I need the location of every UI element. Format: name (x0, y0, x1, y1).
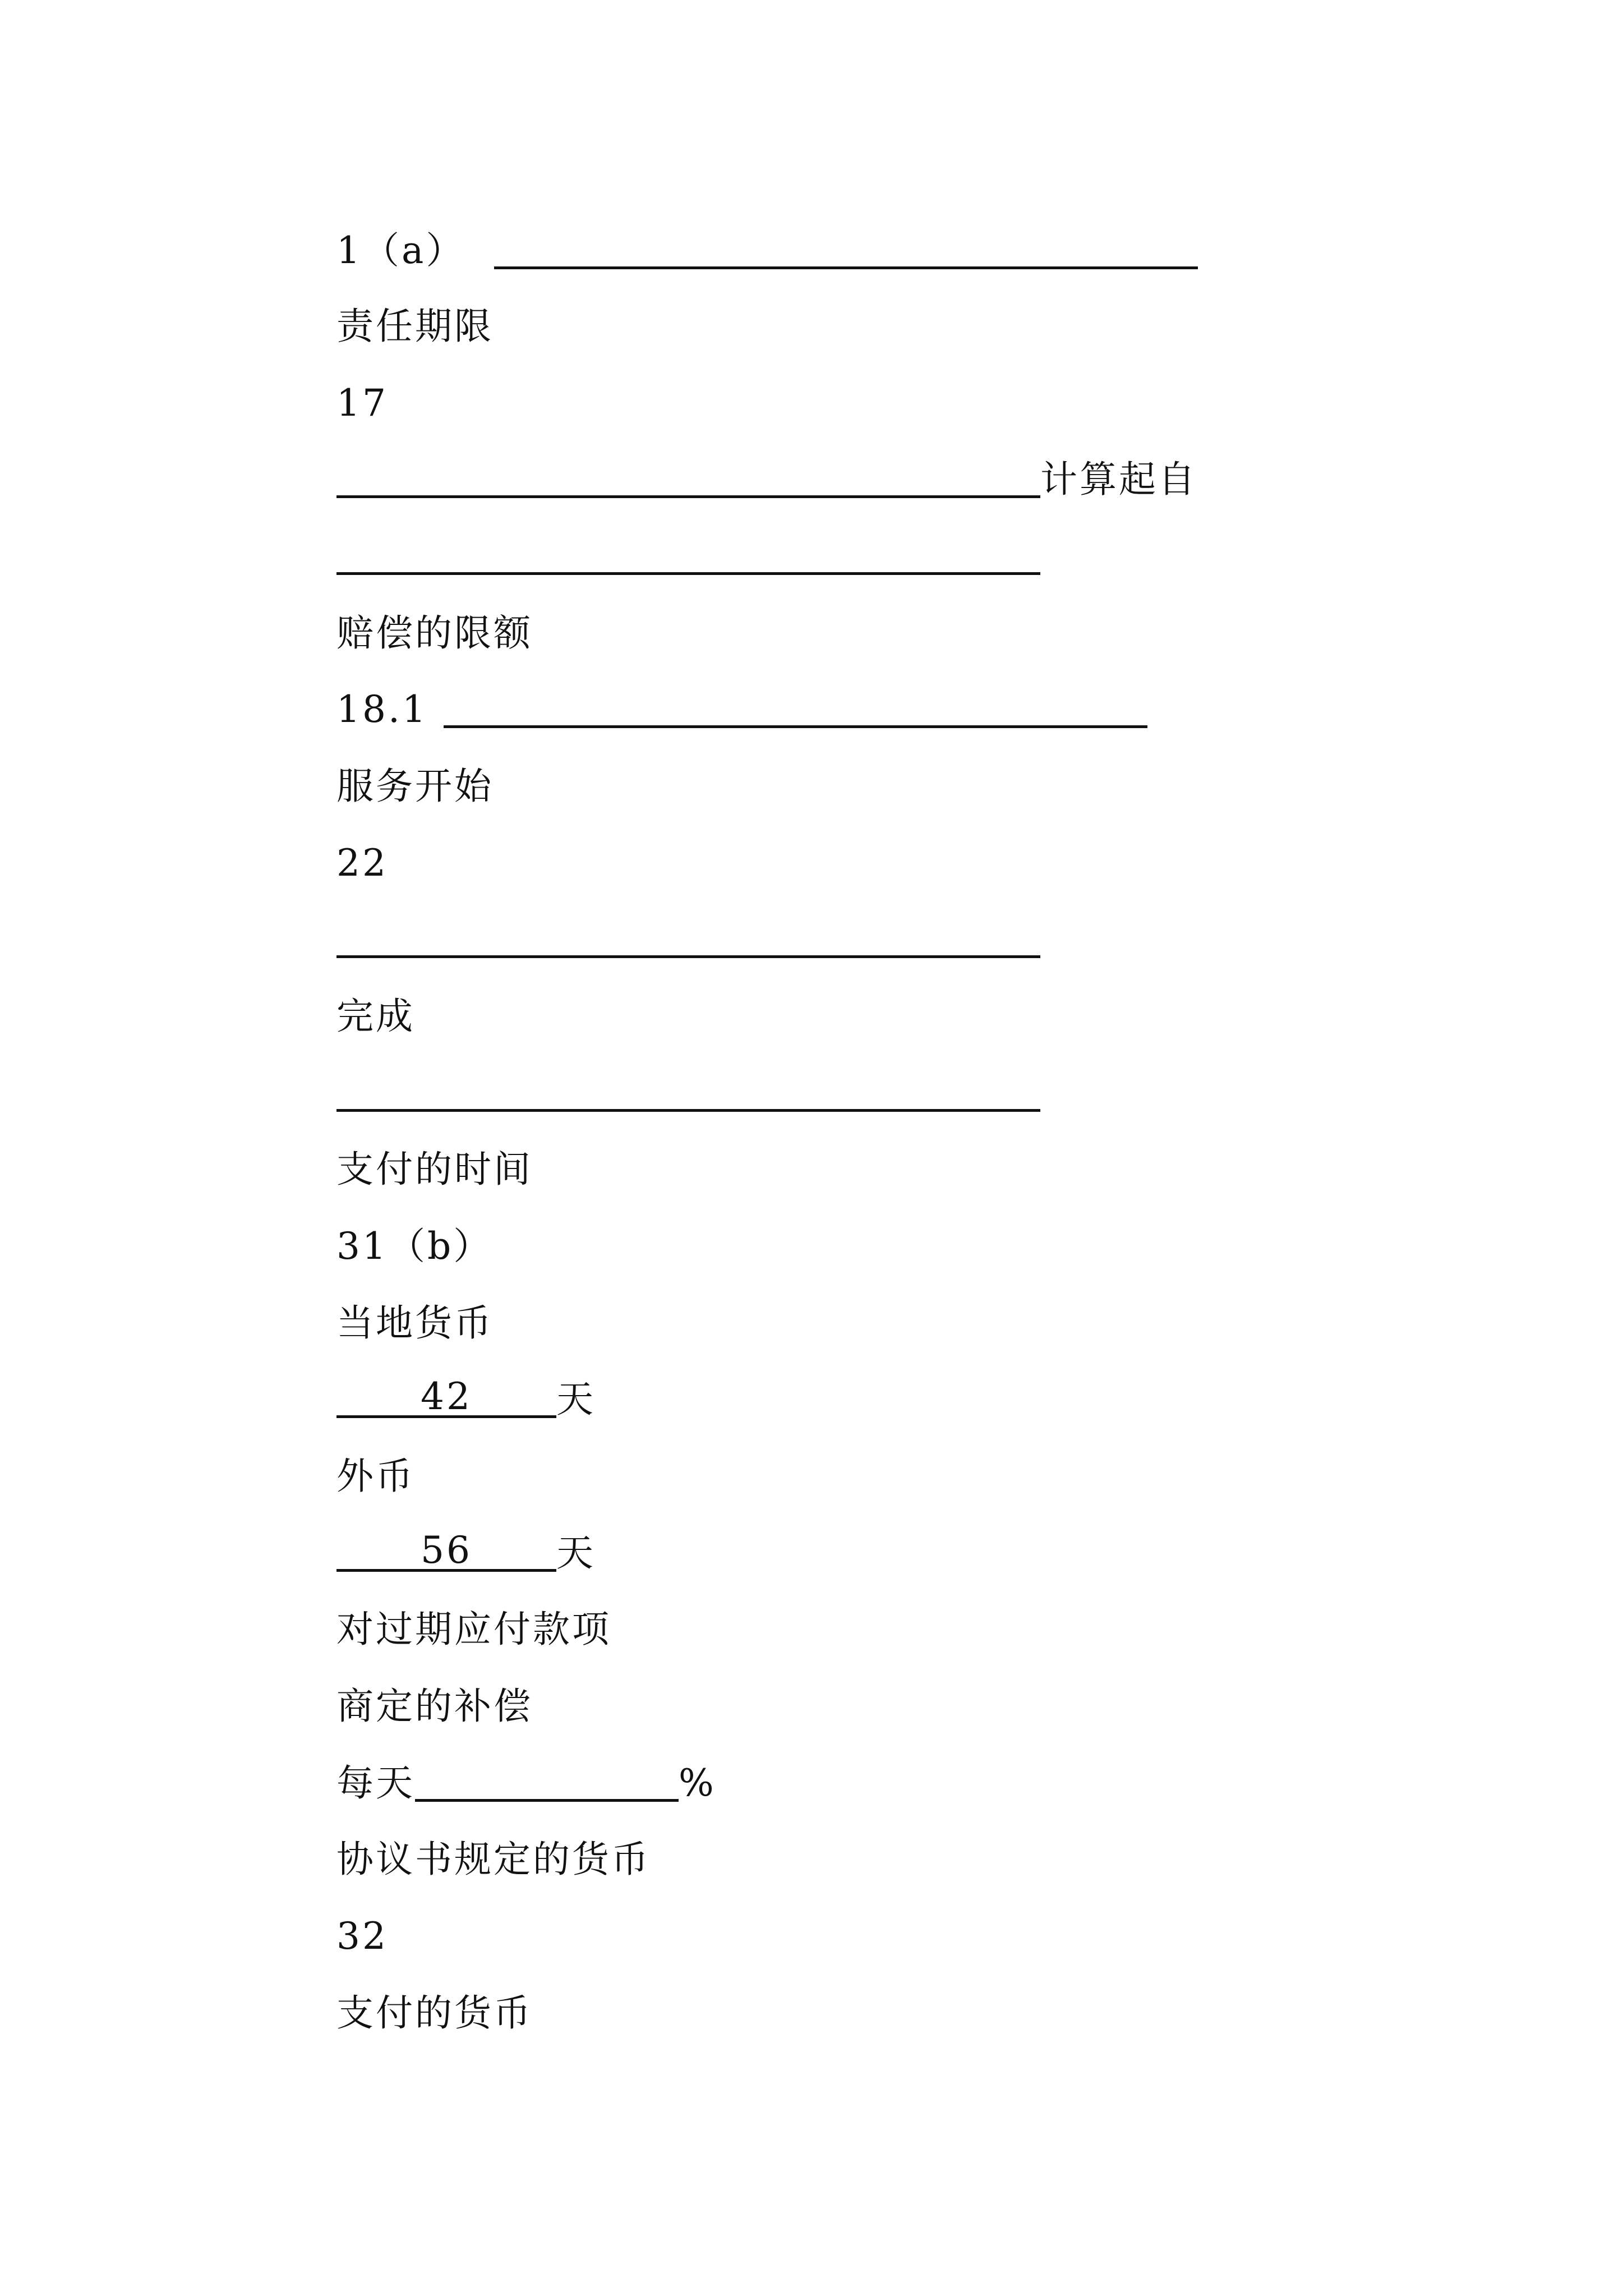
heading-text: 支付的时间 (336, 1148, 533, 1191)
clause-17-blank[interactable] (336, 456, 1040, 498)
heading-liability-period (336, 278, 494, 348)
clause-number-text: 22 (336, 841, 388, 885)
clause-17-second-blank[interactable] (336, 533, 1040, 575)
calc-from-label: 计算起自 (1040, 458, 1197, 501)
daily-rate-line (336, 1734, 716, 1805)
clause-1a-blank[interactable] (494, 227, 1198, 269)
days-blank-right (472, 1530, 556, 1572)
label-text: 当地货币 (336, 1301, 494, 1345)
foreign-currency-days-value[interactable]: 56 (421, 1529, 472, 1572)
local-currency-days-line (336, 1351, 596, 1421)
heading-text: 商定的补偿 (336, 1685, 533, 1728)
days-blank-left (336, 1530, 421, 1572)
clause-18-1-line (336, 661, 1147, 731)
clause-22-blank[interactable] (336, 916, 1040, 958)
heading-overdue-payments (336, 1581, 611, 1651)
heading-service-start (336, 738, 494, 808)
foreign-currency-days-line (336, 1504, 596, 1575)
heading-agreement-currency (336, 1811, 651, 1881)
clause-31b-number (336, 1198, 493, 1268)
clause-1a-number: 1（a） (336, 229, 465, 272)
clause-number-text: 32 (336, 1915, 388, 1958)
heading-payment-time (336, 1121, 533, 1191)
heading-compensation-limit (336, 585, 533, 655)
clause-22-blank-line (336, 891, 1040, 958)
heading-text: 支付的货币 (336, 1991, 533, 2035)
heading-text: 协议书规定的货币 (336, 1838, 651, 1881)
heading-text: 服务开始 (336, 765, 494, 808)
heading-agreed-compensation (336, 1658, 533, 1728)
clause-1a-line (336, 202, 1198, 272)
clause-17-start-line (336, 431, 1197, 501)
clause-18-1-blank[interactable] (444, 686, 1147, 728)
heading-completion (336, 968, 415, 1038)
clause-number-text: 31（b） (336, 1225, 493, 1268)
completion-blank[interactable] (336, 1070, 1040, 1112)
label-foreign-currency (336, 1428, 415, 1498)
heading-text: 完成 (336, 995, 415, 1038)
clause-17-second-line (336, 508, 1040, 575)
label-text: 外币 (336, 1455, 415, 1498)
days-unit: 天 (556, 1531, 596, 1575)
percent-sign: % (679, 1761, 716, 1805)
clause-18-1-number: 18.1 (336, 688, 428, 731)
clause-22-number (336, 815, 388, 885)
local-currency-days-value[interactable]: 42 (421, 1375, 472, 1418)
label-local-currency (336, 1274, 494, 1345)
heading-text: 责任期限 (336, 305, 494, 348)
daily-rate-blank[interactable] (415, 1760, 679, 1802)
days-blank-left (336, 1376, 421, 1418)
heading-text: 对过期应付款项 (336, 1608, 611, 1651)
heading-text: 赔偿的限额 (336, 611, 533, 655)
clause-17-number (336, 355, 388, 425)
heading-payment-currency (336, 1964, 533, 2035)
days-blank-right (472, 1376, 556, 1418)
completion-blank-line (336, 1045, 1040, 1112)
clause-number-text: 17 (336, 381, 388, 425)
daily-rate-label: 每天 (336, 1761, 415, 1805)
days-unit: 天 (556, 1378, 596, 1421)
clause-32-number (336, 1888, 388, 1958)
